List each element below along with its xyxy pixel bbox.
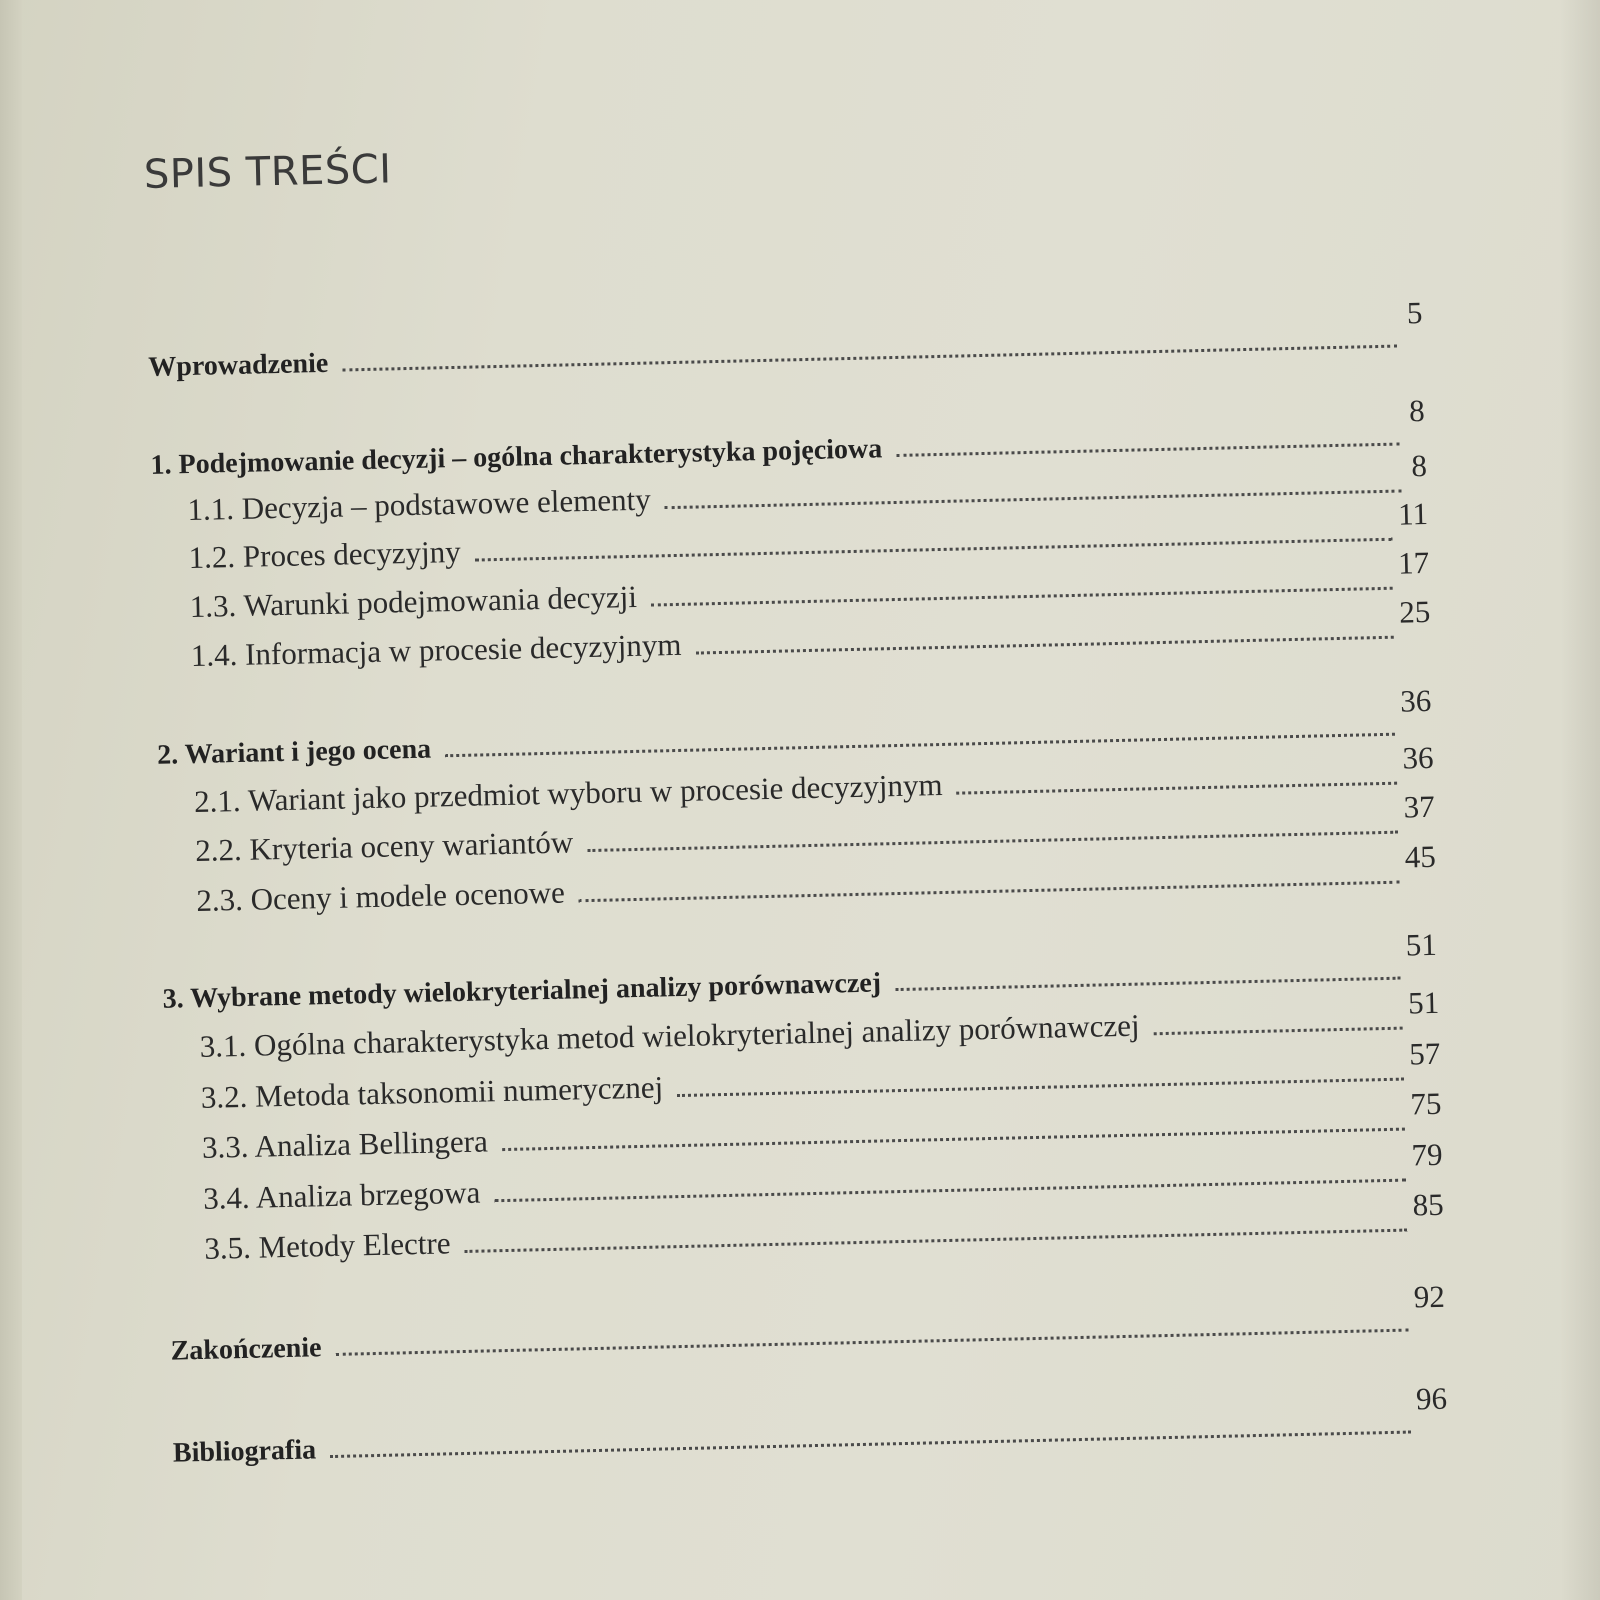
toc-entry-page: 8: [1410, 447, 1428, 484]
toc-entry-label: Zakończenie: [170, 1332, 322, 1367]
dot-leader: [342, 345, 1397, 372]
page-shadow: [1560, 0, 1600, 1600]
table-of-contents: [140, 0, 1496, 1600]
dot-leader: [696, 636, 1394, 655]
toc-entry-page: 8: [1408, 392, 1426, 429]
toc-entry-label: 2.3. Oceny i modele ocenowe: [196, 874, 566, 918]
toc-entry-label: 1.2. Proces decyzyjny: [188, 533, 462, 576]
dot-leader: [957, 782, 1397, 795]
toc-entry-page: 11: [1397, 495, 1429, 532]
toc-entry-label: 2. Wariant i jego ocena: [156, 733, 432, 771]
toc-entry-page: 85: [1412, 1186, 1445, 1223]
toc-entry-page: 45: [1404, 838, 1437, 875]
toc-entry-label: 1.3. Warunki podejmowania decyzji: [189, 578, 638, 625]
toc-entry-label: 2.1. Wariant jako przedmiot wyboru w procesie decyzyjnym: [193, 767, 943, 819]
toc-entry-page: 17: [1397, 544, 1430, 581]
page-title: SPIS TREŚCI: [143, 146, 392, 198]
toc-entry-label: 1. Podejmowanie decyzji – ogólna charakterystyka pojęciowa: [150, 433, 883, 481]
toc-entry-page: 79: [1411, 1136, 1443, 1173]
dot-leader: [1154, 1027, 1403, 1036]
toc-entry-page: 96: [1415, 1380, 1448, 1417]
toc-entry-page: 75: [1409, 1085, 1442, 1122]
toc-entry-page: 92: [1413, 1278, 1446, 1315]
toc-entry-label: 3.1. Ogólna charakterystyka metod wielokryterialnej analizy porównawczej: [199, 1007, 1140, 1064]
dot-leader: [895, 977, 1400, 991]
toc-entry-label: 1.1. Decyzja – podstawowe elementy: [187, 481, 651, 528]
toc-entry-page: 57: [1408, 1035, 1441, 1072]
toc-entry-page: 51: [1405, 926, 1438, 963]
dot-leader: [465, 1229, 1408, 1253]
dot-leader: [677, 1078, 1404, 1097]
dot-leader: [336, 1329, 1409, 1356]
toc-entry-label: 3.3. Analiza Bellingera: [201, 1123, 489, 1165]
dot-leader: [579, 881, 1399, 903]
dot-leader: [665, 490, 1402, 510]
toc-entry-page: 25: [1398, 593, 1431, 630]
toc-entry-conclusion: [170, 1278, 1446, 1370]
toc-entry-page: 37: [1403, 788, 1436, 825]
toc-list: [140, 0, 1496, 1600]
toc-entry-label: Wprowadzenie: [147, 347, 329, 383]
toc-entry-bibliography: [172, 1380, 1448, 1472]
toc-entry-page: 36: [1402, 739, 1434, 776]
toc-entry-page: 5: [1406, 294, 1423, 331]
toc-entry-page: 51: [1407, 984, 1440, 1021]
toc-entry-label: 1.4. Informacja w procesie decyzyjnym: [190, 626, 682, 674]
dot-leader: [445, 733, 1395, 758]
dot-leader: [896, 443, 1399, 457]
toc-entry-label: 2.2. Kryteria oceny wariantów: [194, 824, 574, 868]
toc-entry-introduction: [147, 294, 1424, 386]
dot-leader: [502, 1128, 1405, 1151]
dot-leader: [330, 1431, 1411, 1459]
dot-leader: [651, 587, 1393, 607]
dot-leader: [475, 538, 1393, 562]
dot-leader: [587, 831, 1398, 852]
toc-entry-label: 3. Wybrane metody wielokryterialnej analizy porównawczej: [162, 967, 882, 1015]
toc-entry-page: 36: [1399, 682, 1432, 719]
toc-entry-label: 3.2. Metoda taksonomii numerycznej: [200, 1069, 664, 1115]
toc-entry-label: 3.5. Metody Electre: [203, 1225, 451, 1266]
toc-entry-label: Bibliografia: [172, 1434, 317, 1469]
binding-edge: [0, 0, 22, 1600]
toc-entry-label: 3.4. Analiza brzegowa: [202, 1174, 481, 1216]
dot-leader: [494, 1179, 1406, 1203]
